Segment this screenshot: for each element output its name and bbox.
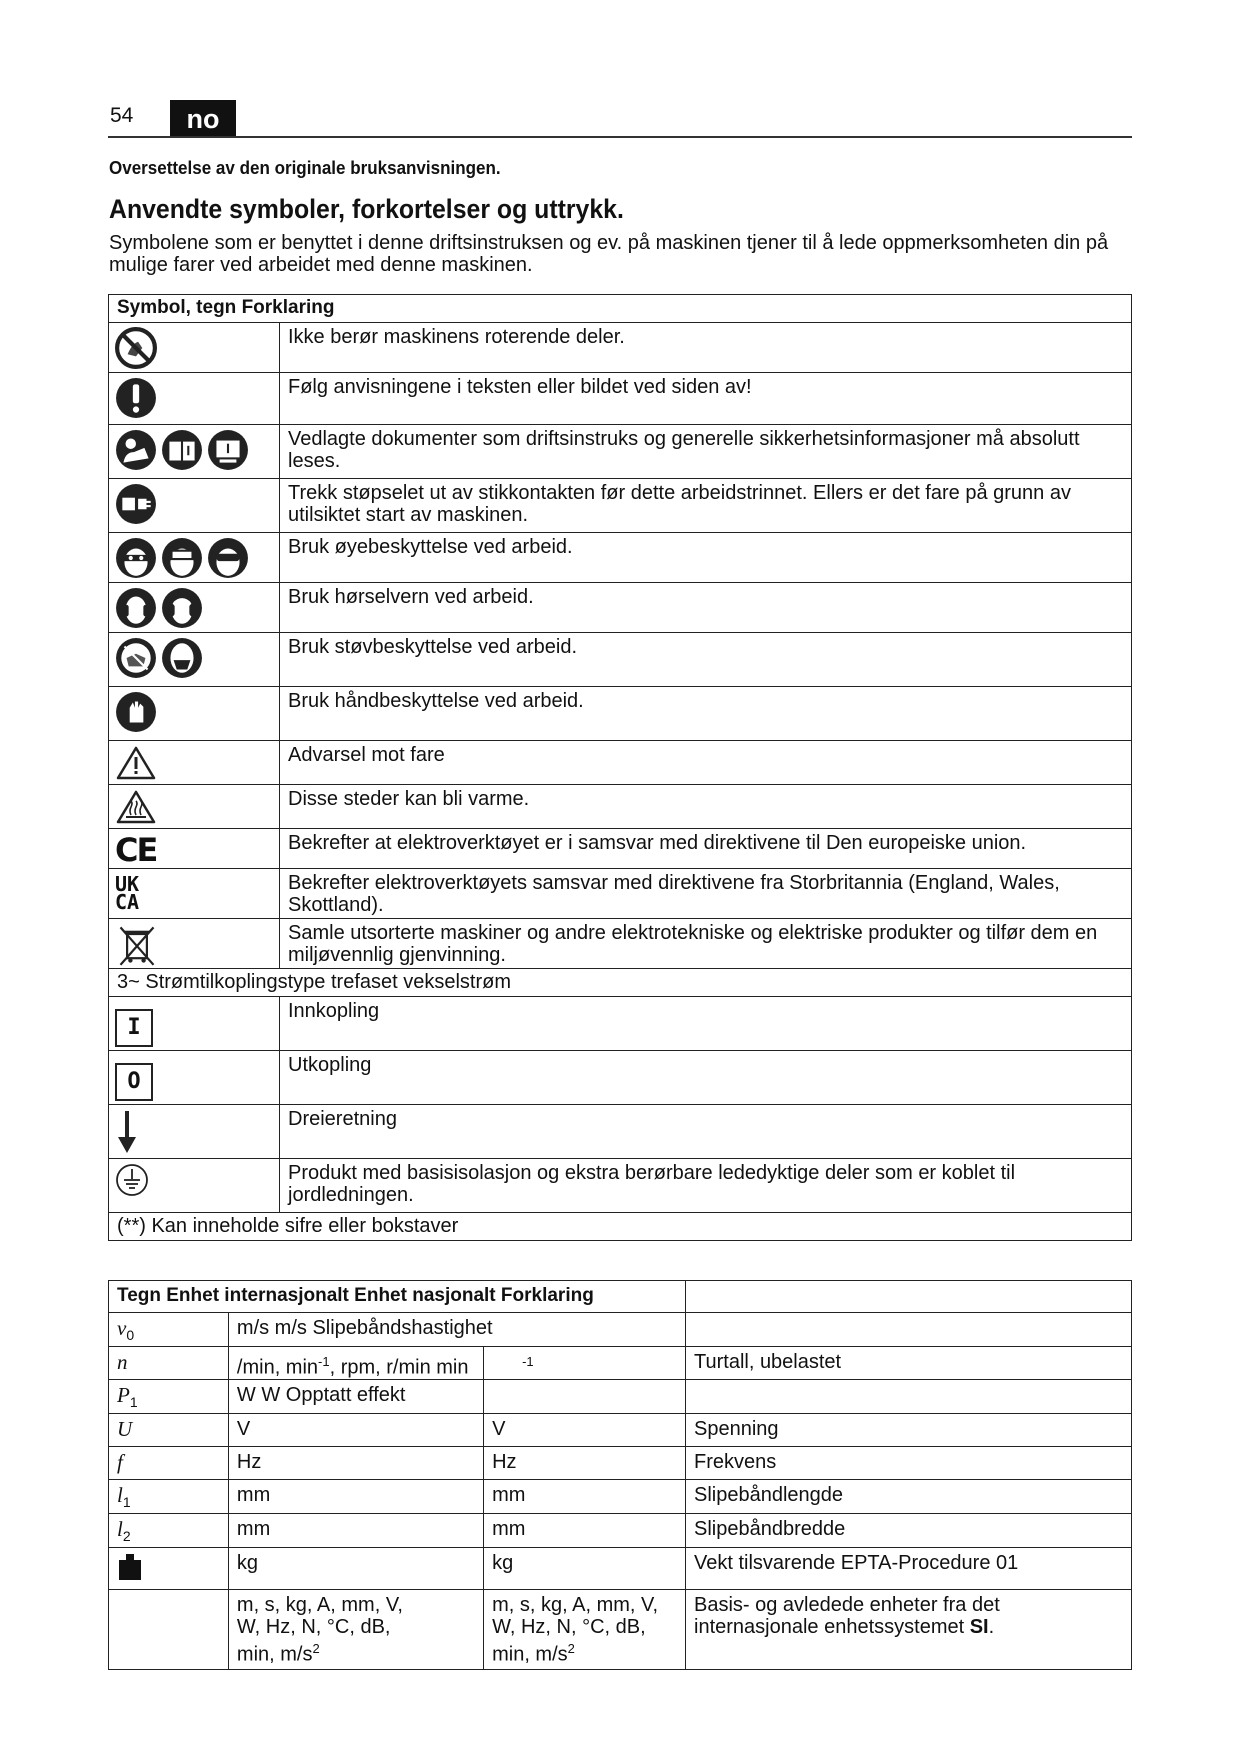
units-table <box>108 1280 1132 1670</box>
empty-cell <box>686 1281 1132 1313</box>
table-row <box>109 425 1132 479</box>
intl-unit-cell: mm <box>228 1514 483 1548</box>
sign-cell <box>109 1514 229 1548</box>
table-row <box>109 533 1132 583</box>
symbol-description: Bekrefter elektroverktøyets samsvar med direktivene fra Storbritannia (England, Wales, Skottland). <box>280 869 1132 919</box>
header-rule <box>108 136 1132 138</box>
goggles-icon <box>207 537 249 579</box>
unit-list-line: m, s, kg, A, mm, V, <box>236 1594 403 1616</box>
unit-list-line: min, $m/s^2$ <box>492 1641 575 1666</box>
page-number: 54 <box>110 104 134 127</box>
intl-unit-cell: Hz <box>228 1447 483 1480</box>
table-row <box>109 1414 1132 1447</box>
intl-unit-cell: kg <box>228 1548 483 1590</box>
ukca-mark-top: UK <box>115 872 140 896</box>
symbols-table <box>108 294 1132 1241</box>
intl-unit-cell <box>228 1347 483 1380</box>
sign-symbol: l <box>117 1483 123 1507</box>
symbol-description: Bruk øyebeskyttelse ved arbeid. <box>280 533 1132 583</box>
symbol-description: Bruk støvbeskyttelse ved arbeid. <box>280 633 1132 687</box>
si-abbreviation: SI <box>969 1616 989 1638</box>
ce-mark-icon: CE <box>115 831 157 869</box>
table-row <box>109 583 1132 633</box>
open-book-icon <box>161 429 203 471</box>
sign-symbol: P <box>117 1383 130 1407</box>
intro-paragraph: Symbolene som er benyttet i denne driftsinstruksen og ev. på maskinen tjener til å lede oppmerksomheten din på mulige farer ved arbeidet med denne maskinen. <box>109 232 1109 276</box>
dust-mask-icon <box>115 637 157 679</box>
nat-unit-exponent: -1 <box>522 1354 534 1369</box>
sign-subscript: 1 <box>122 1494 131 1510</box>
symbol-description: Bruk håndbeskyttelse ved arbeid. <box>280 687 1132 741</box>
symbol-description: Produkt med basisisolasjon og ekstra berørbare lededyktige deler som er koblet til jordledningen. <box>280 1159 1132 1213</box>
table-row <box>109 869 1132 919</box>
table-row <box>109 1313 1132 1347</box>
symbol-description: Samle utsorterte maskiner og andre elektrotekniske og elektriske produkter og tilfør dem en miljøvennlig gjenvinning. <box>280 919 1132 969</box>
nat-unit-cell: mm <box>484 1480 686 1514</box>
sign-symbol: l <box>117 1517 123 1541</box>
empty-cell <box>484 1380 686 1414</box>
ukca-mark-icon <box>115 872 140 914</box>
table-row <box>109 1590 1132 1670</box>
ukca-mark-bottom: CA <box>115 890 140 914</box>
protective-earth-icon <box>115 1163 149 1197</box>
table-row <box>109 1447 1132 1480</box>
symbol-description: Ikke berør maskinens roterende deler. <box>280 323 1132 373</box>
table-row <box>109 969 1132 997</box>
table-row <box>109 1159 1132 1213</box>
table-row <box>109 687 1132 741</box>
sign-cell <box>109 1447 229 1480</box>
symbol-description: Vedlagte dokumenter som driftsinstruks og generelle sikkerhetsinformasjoner må absolutt leses. <box>280 425 1132 479</box>
table-row <box>109 1514 1132 1548</box>
ear-protection-icon <box>115 587 157 629</box>
read-manual-icon <box>115 429 157 471</box>
nat-unit-cell: mm <box>484 1514 686 1548</box>
nat-unit-cell: V <box>484 1414 686 1447</box>
sign-cell <box>109 1548 229 1590</box>
weee-bin-icon <box>115 923 159 967</box>
unit-list-line: min, $m/s^2$ <box>236 1641 320 1666</box>
explanation-cell: Frekvens <box>686 1447 1132 1480</box>
power-off-icon: O <box>115 1063 153 1101</box>
no-touch-rotating-icon <box>115 327 157 369</box>
nat-unit-cell: kg <box>484 1548 686 1590</box>
unit-exponent: 2 <box>567 1641 575 1656</box>
table-row <box>109 633 1132 687</box>
table-row <box>109 1480 1132 1514</box>
rotation-direction-arrow-icon <box>115 1109 139 1155</box>
warning-triangle-icon <box>115 745 157 781</box>
symbol-description: Følg anvisningene i teksten eller bildet ved siden av! <box>280 373 1132 425</box>
table-row <box>109 1105 1132 1159</box>
explanation-cell: Vekt tilsvarende EPTA-Procedure 01 <box>686 1548 1132 1590</box>
sign-subscript: 0 <box>126 1327 135 1343</box>
sign-cell <box>109 1347 229 1380</box>
explanation-cell: Slipebåndlengde <box>686 1480 1132 1514</box>
empty-cell <box>109 1590 229 1670</box>
section-title: Anvendte symboler, forkortelser og uttrykk. <box>109 194 624 224</box>
merged-unit-cell: W W Opptatt effekt <box>228 1380 483 1414</box>
hot-surface-icon <box>115 789 157 825</box>
symbol-description: Advarsel mot fare <box>280 741 1132 785</box>
table-row <box>109 785 1132 829</box>
gloves-icon <box>115 691 157 733</box>
unplug-icon <box>115 483 157 525</box>
empty-cell <box>686 1313 1132 1347</box>
respirator-icon <box>161 637 203 679</box>
symbol-description: Innkopling <box>280 997 1132 1051</box>
explanation-cell: Slipebåndbredde <box>686 1514 1132 1548</box>
explanation-cell: Turtall, ubelastet <box>686 1347 1132 1380</box>
sign-symbol: v <box>117 1316 127 1340</box>
nat-unit-cell <box>484 1347 686 1380</box>
symbol-description: Trekk støpselet ut av stikkontakten før dette arbeidstrinnet. Ellers er det fare på grunn av utilsiktet start av maskinen. <box>280 479 1132 533</box>
sign-symbol: f <box>117 1450 123 1474</box>
sign-cell <box>109 1414 229 1447</box>
power-on-icon: I <box>115 1009 153 1047</box>
units-table-header: Tegn Enhet internasjonalt Enhet nasjonalt Forklaring <box>109 1281 686 1313</box>
symbol-description: Utkopling <box>280 1051 1132 1105</box>
sign-subscript: 2 <box>122 1528 131 1544</box>
document-subtitle: Oversettelse av den originale bruksanvisningen. <box>109 157 501 178</box>
symbol-description: Bruk hørselvern ved arbeid. <box>280 583 1132 633</box>
intl-unit-cell: mm <box>228 1480 483 1514</box>
intl-unit-exponent: -1 <box>318 1354 330 1369</box>
symbol-description: Bekrefter at elektroverktøyet er i samsvar med direktivene til Den europeiske union. <box>280 829 1132 869</box>
merged-unit-cell: m/s m/s Slipebåndshastighet <box>228 1313 685 1347</box>
table-row <box>109 1380 1132 1414</box>
footnote-row: (**) Kan inneholde sifre eller bokstaver <box>109 1213 1132 1241</box>
symbol-description: Disse steder kan bli varme. <box>280 785 1132 829</box>
table-row <box>109 919 1132 969</box>
table-row <box>109 323 1132 373</box>
table-row <box>109 479 1132 533</box>
unit-list-line: W, Hz, N, °C, dB, <box>236 1616 391 1638</box>
intl-unit-cell: V <box>228 1414 483 1447</box>
weight-icon <box>117 1552 143 1582</box>
sign-symbol: n <box>117 1350 128 1374</box>
table-row <box>109 373 1132 425</box>
table-row <box>109 1213 1132 1241</box>
explanation-cell: Basis- og avledede enheter fra det internasjonale enhetssystemet SI. <box>686 1590 1132 1670</box>
table-row <box>109 1548 1132 1590</box>
three-phase-row: 3~ Strømtilkoplingstype trefaset vekselstrøm <box>109 969 1132 997</box>
empty-cell <box>686 1380 1132 1414</box>
nat-unit-cell <box>484 1590 686 1670</box>
explanation-cell: Spenning <box>686 1414 1132 1447</box>
unit-list-line: m, s, kg, A, mm, V, <box>492 1594 659 1616</box>
table-row <box>109 741 1132 785</box>
language-badge: no <box>170 100 236 136</box>
sign-symbol: U <box>117 1417 133 1441</box>
face-shield-icon <box>161 537 203 579</box>
sign-cell <box>109 1313 229 1347</box>
intl-unit: /min, min <box>236 1356 319 1379</box>
nat-unit-cell: Hz <box>484 1447 686 1480</box>
unit-exponent: 2 <box>312 1641 320 1656</box>
sign-cell <box>109 1480 229 1514</box>
symbol-description: Dreieretning <box>280 1105 1132 1159</box>
table-row <box>109 1347 1132 1380</box>
table-row <box>109 1051 1132 1105</box>
symbols-table-header: Symbol, tegn Forklaring <box>109 295 1132 323</box>
sign-subscript: 1 <box>129 1394 138 1410</box>
safety-glasses-icon <box>115 537 157 579</box>
table-row <box>109 997 1132 1051</box>
ear-muffs-icon <box>161 587 203 629</box>
sign-cell <box>109 1380 229 1414</box>
unit-list-line: W, Hz, N, °C, dB, <box>492 1616 646 1638</box>
table-row <box>109 829 1132 869</box>
mandatory-exclamation-icon <box>115 377 157 419</box>
intl-unit-rest: , rpm, r/min min <box>329 1356 469 1379</box>
manual-screen-icon <box>207 429 249 471</box>
intl-unit-cell <box>228 1590 483 1670</box>
